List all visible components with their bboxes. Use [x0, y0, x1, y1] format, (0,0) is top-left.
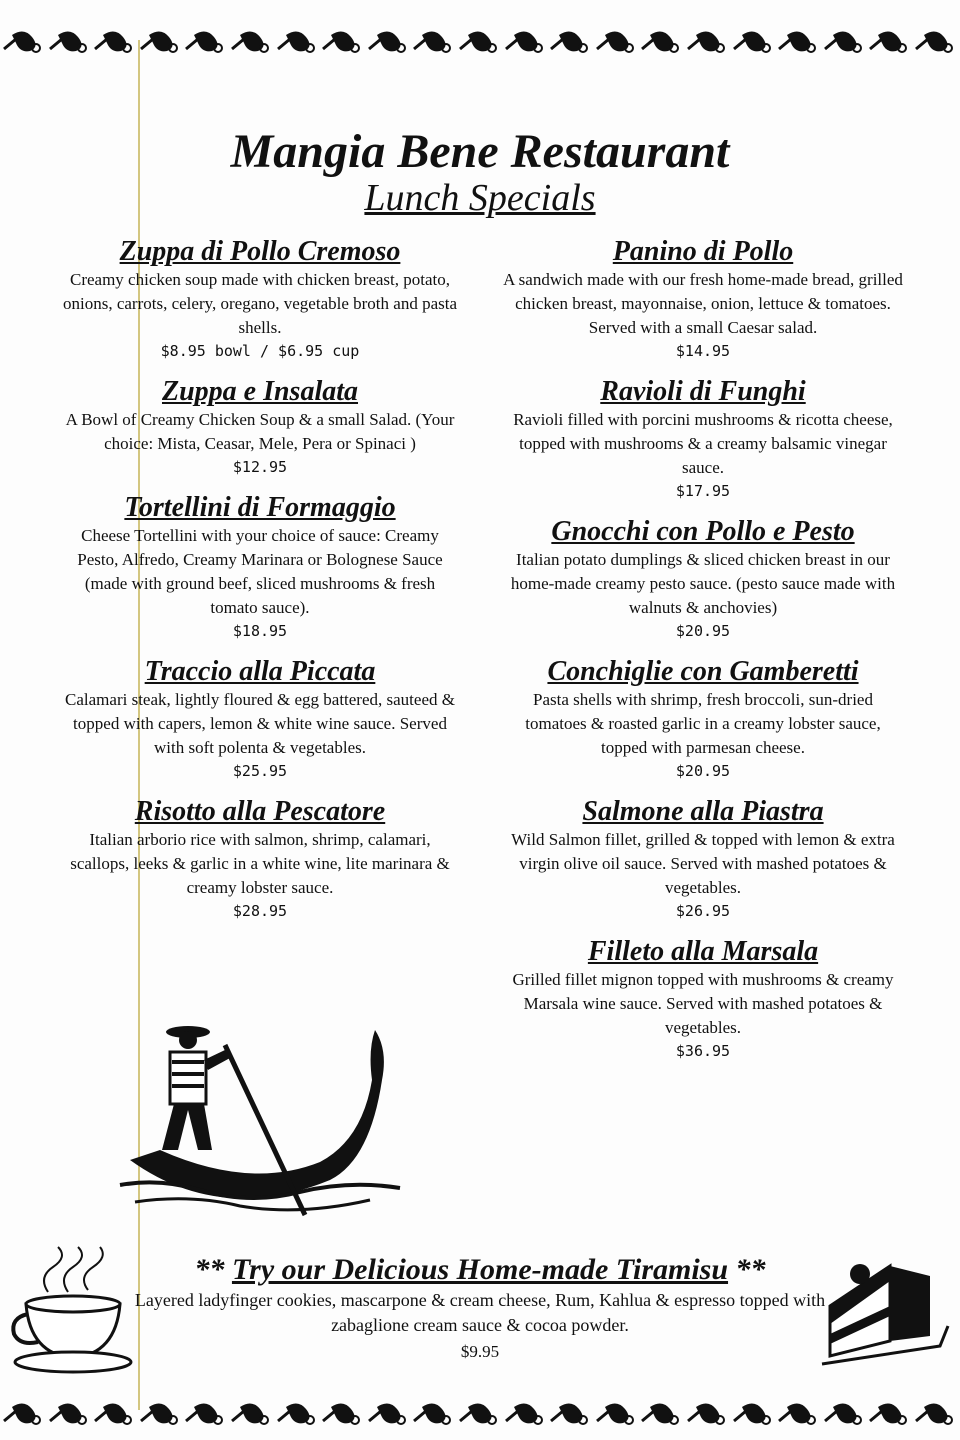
menu-item — [60, 236, 460, 362]
ornament-icon — [367, 29, 411, 55]
item-name: Zuppa e Insalata — [161, 376, 359, 407]
ornament-icon — [321, 1401, 365, 1427]
item-name: Traccio alla Piccata — [144, 656, 376, 687]
item-description: Creamy chicken soup made with chicken breast, potato, onions, carrots, celery, oregano, vegetable broth and pasta shells. — [63, 270, 457, 337]
item-price: $25.95 — [232, 762, 288, 780]
ornament-icon — [2, 29, 46, 55]
ornament-icon — [230, 1401, 274, 1427]
item-description: Calamari steak, lightly floured & egg battered, sauteed & topped with capers, lemon & white wine sauce. Served with soft polenta & vegetables. — [65, 690, 455, 757]
menu-item — [503, 936, 903, 1062]
ornament-icon — [504, 1401, 548, 1427]
ornament-icon — [777, 1401, 821, 1427]
ornament-icon — [777, 29, 821, 55]
menu-item — [503, 656, 903, 782]
promo-title — [130, 1252, 830, 1288]
promo-price: $9.95 — [460, 1342, 500, 1361]
item-description: A sandwich made with our fresh home-made bread, grilled chicken breast, mayonnaise, onion, lettuce & tomatoes. Served with a small Caesar salad. — [503, 270, 903, 337]
item-description: Italian arborio rice with salmon, shrimp, calamari, scallops, leeks & garlic in a white wine, lite marinara & creamy lobster sauce. — [70, 830, 450, 897]
menu-item — [60, 492, 460, 642]
item-description: A Bowl of Creamy Chicken Soup & a small Salad. (Your choice: Mista, Ceasar, Mele, Pera or Spinaci ) — [65, 410, 455, 453]
gondola-illustration — [100, 1010, 410, 1230]
item-price: $26.95 — [675, 902, 731, 920]
menu-item — [60, 376, 460, 478]
ornament-icon — [2, 1401, 46, 1427]
item-name: Tortellini di Formaggio — [124, 492, 396, 523]
item-name: Gnocchi con Pollo e Pesto — [551, 516, 855, 547]
top-border — [0, 24, 960, 60]
item-description: Grilled fillet mignon topped with mushrooms & creamy Marsala wine sauce. Served with mashed potatoes & vegetables. — [512, 970, 894, 1037]
promo-title-text: Try our Delicious Home-made Tiramisu — [231, 1253, 729, 1286]
item-description: Cheese Tortellini with your choice of sauce: Creamy Pesto, Alfredo, Creamy Marinara or Bolognese Sauce (made with ground beef, sliced mushrooms & fresh tomato sauce). — [77, 526, 443, 617]
ornament-icon — [48, 29, 92, 55]
item-description: Italian potato dumplings & sliced chicken breast in our home-made creamy pesto sauce. (pesto sauce made with walnuts & anchovies) — [510, 550, 896, 617]
menu-item — [503, 796, 903, 922]
ornament-icon — [93, 1401, 137, 1427]
item-description: Pasta shells with shrimp, fresh broccoli, sun-dried tomatoes & roasted garlic in a creamy lobster sauce, topped with parmesan cheese. — [525, 690, 881, 757]
ornament-icon — [458, 1401, 502, 1427]
ornament-icon — [276, 29, 320, 55]
item-price: $8.95 bowl / $6.95 cup — [160, 342, 360, 360]
ornament-icon — [139, 29, 183, 55]
item-price: $20.95 — [675, 622, 731, 640]
item-name: Filleto alla Marsala — [587, 936, 819, 967]
restaurant-name: Mangia Bene Restaurant — [230, 125, 730, 178]
item-price: $18.95 — [232, 622, 288, 640]
item-price: $28.95 — [232, 902, 288, 920]
ornament-icon — [868, 29, 912, 55]
ornament-icon — [276, 1401, 320, 1427]
ornament-icon — [640, 29, 684, 55]
ornament-icon — [412, 29, 456, 55]
menu-item — [503, 516, 903, 642]
menu-item — [60, 796, 460, 922]
ornament-icon — [914, 1401, 958, 1427]
ornament-icon — [230, 29, 274, 55]
ornament-icon — [504, 29, 548, 55]
menu-item — [503, 236, 903, 362]
ornament-icon — [48, 1401, 92, 1427]
item-price: $14.95 — [675, 342, 731, 360]
ornament-icon — [732, 1401, 776, 1427]
ornament-icon — [139, 1401, 183, 1427]
item-description: Ravioli filled with porcini mushrooms & ricotta cheese, topped with mushrooms & a creamy balsamic vinegar sauce. — [513, 410, 893, 477]
ornament-icon — [868, 1401, 912, 1427]
item-name: Panino di Pollo — [612, 236, 794, 267]
item-name: Conchiglie con Gamberetti — [547, 656, 859, 687]
ornament-icon — [914, 29, 958, 55]
ornament-icon — [640, 1401, 684, 1427]
ornament-icon — [321, 29, 365, 55]
ornament-icon — [595, 29, 639, 55]
menu-item — [503, 376, 903, 502]
ornament-icon — [458, 29, 502, 55]
ornament-icon — [412, 1401, 456, 1427]
item-price: $17.95 — [675, 482, 731, 500]
item-price: $36.95 — [675, 1042, 731, 1060]
tiramisu-promo — [130, 1252, 830, 1366]
item-description: Wild Salmon fillet, grilled & topped with lemon & extra virgin olive oil sauce. Served with mashed potatoes & vegetables. — [511, 830, 895, 897]
ornament-icon — [823, 29, 867, 55]
ornament-icon — [686, 1401, 730, 1427]
coffee-cup-icon — [8, 1242, 138, 1382]
ornament-icon — [595, 1401, 639, 1427]
promo-stars-left: ** — [194, 1253, 225, 1286]
ornament-icon — [367, 1401, 411, 1427]
right-column — [503, 236, 903, 1076]
ornament-icon — [732, 29, 776, 55]
bottom-border — [0, 1396, 960, 1432]
item-name: Zuppa di Pollo Cremoso — [119, 236, 401, 267]
cake-slice-icon — [820, 1246, 950, 1376]
item-name: Risotto alla Pescatore — [134, 796, 386, 827]
item-name: Ravioli di Funghi — [600, 376, 806, 407]
ornament-icon — [823, 1401, 867, 1427]
item-price: $12.95 — [232, 458, 288, 476]
ornament-icon — [184, 29, 228, 55]
ornament-icon — [184, 1401, 228, 1427]
ornament-icon — [549, 29, 593, 55]
menu-subtitle: Lunch Specials — [364, 177, 596, 219]
promo-description: Layered ladyfinger cookies, mascarpone & cream cheese, Rum, Kahlua & espresso topped with zabaglione cream sauce & cocoa powder. — [134, 1290, 826, 1335]
item-name: Salmone alla Piastra — [582, 796, 824, 827]
promo-stars-right: ** — [735, 1253, 766, 1286]
ornament-icon — [93, 29, 137, 55]
left-column — [60, 236, 460, 936]
item-price: $20.95 — [675, 762, 731, 780]
ornament-icon — [686, 29, 730, 55]
menu-item — [60, 656, 460, 782]
ornament-icon — [549, 1401, 593, 1427]
